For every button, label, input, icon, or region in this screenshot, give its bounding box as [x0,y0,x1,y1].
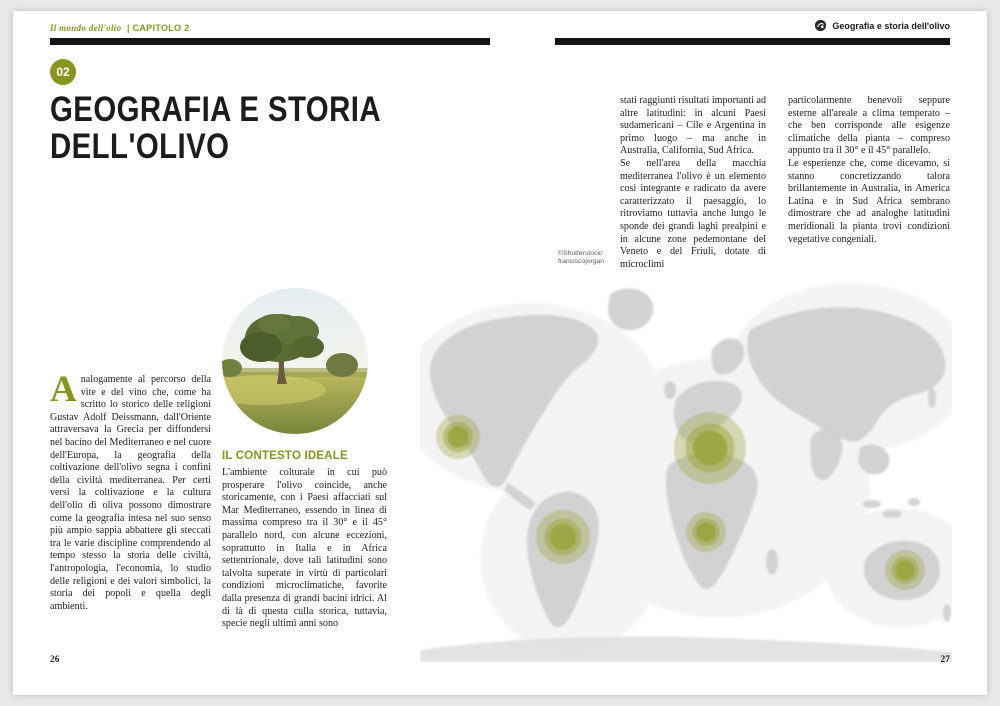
indonesia-3 [908,498,920,506]
col3-paragraph-1: stati raggiunti risultati importanti ad altre latitudini: in alcuni Paesi sudamericani – Cile e Argentina in primo luogo – ma anche in Australia, California, Sud Africa. [620,95,766,157]
olive-logo-icon [814,19,827,32]
running-head-book-title: Il mondo dell'olio [50,23,122,33]
british-isles [664,381,676,399]
world-map [420,278,952,662]
column-3 [620,95,766,271]
photo-credit [558,250,604,267]
photo-credit-line2: franciscojorgan [558,258,605,266]
col4-paragraph-2: Le esperienze che, come dicevamo, si stanno concretizzando talora brillantemente in Australia, in America Latina e in Sud Africa sembrano dimostrare che ad analoghe latitudini meridionali la pianta trovi condizioni vegetative congeniali. [788,157,950,245]
map-marker-mediterraneo [693,431,728,466]
indonesia-2 [882,510,902,518]
header-rule-left [50,38,490,45]
section-heading: IL CONTESTO IDEALE [222,450,348,462]
header-rule-right [555,38,950,45]
page-number-right: 27 [940,655,950,665]
chapter-number-badge: 02 [50,59,76,85]
map-marker-sud-america [550,524,576,550]
intro-text: nalogamente al percorso della vite e del vino che, come ha scritto lo storico delle religioni Gustav Adolf Deissmann, dall'Oriente attraversava la Grecia per diffondersi nel bacino del Mediterraneo e nel cuore dell'Europa, la geografia della coltivazione dell'olivo segna i confini della civiltà mediterranea. Per certi versi la coltivazione e la cultura dell'olio di oliva possono dimostrare come la geografia intesa nel suo senso più ampio sappia abbattere gli steccati tra le varie discipline comprendendo al tempo stesso la storia delle civiltà, l'antropologia, l'economia, lo studio delle religioni e dei valori simbolici, la storia dei popoli e quella degli ambienti. [50,374,211,612]
madagascar [766,549,778,575]
photo-credit-line1: ©Shutterstock/ [558,250,603,257]
column-4 [788,95,950,246]
page-number-left: 26 [50,655,60,665]
running-head-right-title: Geografia e storia dell'olivo [832,20,950,31]
indonesia-1 [863,500,881,508]
chapter-title-line1: GEOGRAFIA E STORIA [50,90,381,129]
chapter-title-line2: DELL'OLIVO [50,127,230,166]
contesto-text: L'ambiente colturale in cui può prosperare l'olivo coincide, anche storicamente, con i Paesi affacciati sul Mar Mediterraneo, essendo in linea di massima compreso tra il 30° e il 45° parallelo nord, con alcune eccezioni, soprattutto in Italia e in Africa settentrionale, dove tali latitudini sono talvolta superate in virtù di particolari condizioni microclimatiche, favorite dalla presenza di grandi bacini idrici. Al di là di questa culla storica, tuttavia, specie negli ultimi anni sono [222,467,387,630]
map-marker-california [447,426,468,447]
running-head-left [50,23,189,33]
map-marker-africa [696,522,715,541]
book-spread [13,11,987,695]
col4-paragraph-1: particolarmente benevoli seppure esterne all'areale a clima temperato – che ben corrisponde alle esigenze climatiche della pianta – compreso appunto tra il 30° e il 45° parallelo. [788,95,950,157]
chapter-title [50,91,444,165]
running-head-right [555,19,950,32]
col3-paragraph-2: Se nell'area della macchia mediterranea l'olivo è un elemento così integrante e radicato da avere caratterizzato il paesaggio, lo ritroviamo tuttavia anche lungo le sponde dei grandi laghi prealpini e in alcune zone pedemontane del Veneto e del Friuli, dotate di microclimi [620,157,766,270]
contesto-section [222,450,387,631]
drop-cap: A [50,369,77,410]
map-marker-australia [895,560,914,579]
intro-paragraph [50,369,211,666]
greenland [608,288,653,330]
antarctica [420,637,952,663]
japan [928,388,936,408]
olive-grove-photo [222,288,368,434]
running-head-chapter: | CAPITOLO 2 [126,23,190,33]
new-zealand [943,604,951,622]
photo-bush [326,353,358,377]
